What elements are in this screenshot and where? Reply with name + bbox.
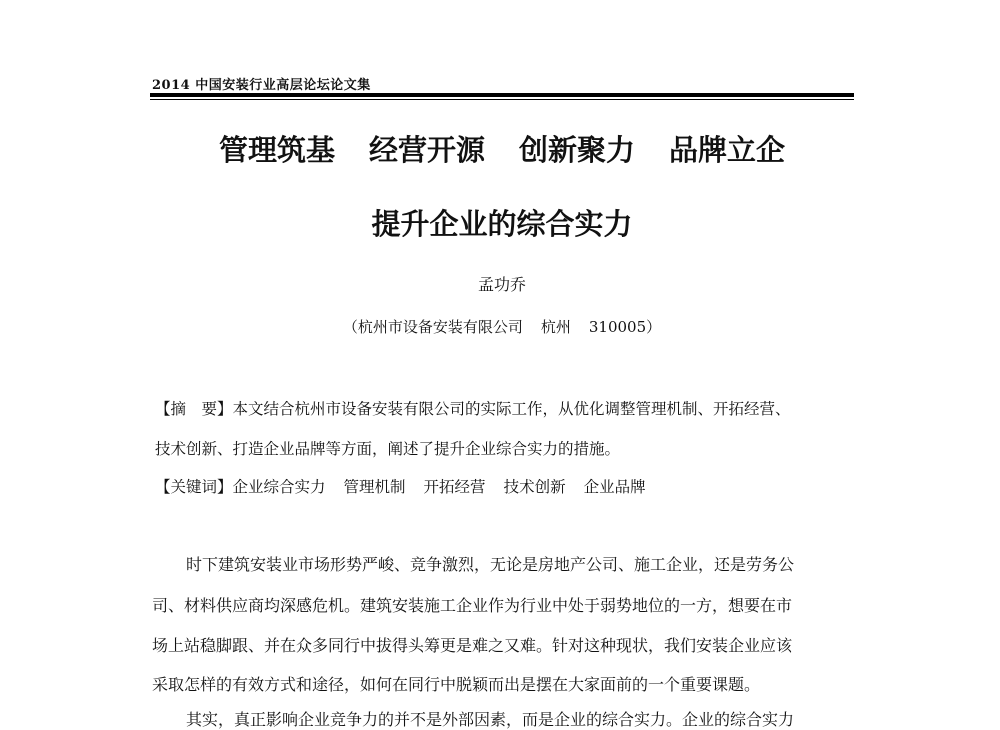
affiliation-postcode: 310005 [588, 318, 647, 336]
abstract-line-1: 【摘 要】本文结合杭州市设备安装有限公司的实际工作，从优化调整管理机制、开拓经营、 [155, 400, 791, 418]
body-line: 时下建筑安装业市场形势严峻、竞争激烈，无论是房地产公司、施工企业，还是劳务公 [186, 555, 795, 574]
body-line: 场上站稳脚跟、并在众多同行中拔得头筹更是难之又难。针对这种现状，我们安装企业应该 [152, 636, 793, 655]
keyword: 企业综合实力 [232, 478, 326, 496]
title-line-2: 提升企业的综合实力 [371, 207, 633, 241]
title-phrase: 管理筑基 [218, 133, 335, 167]
running-header: 2014 中国安装行业高层论坛论文集 [152, 78, 371, 93]
keywords-line [155, 475, 646, 497]
keywords-label: 【关键词】 [155, 478, 233, 496]
title-phrase: 经营开源 [368, 133, 485, 167]
keyword: 管理机制 [343, 478, 406, 496]
body-line: 采取怎样的有效方式和途径，如何在同行中脱颖而出是摆在大家面前的一个重要课题。 [152, 675, 761, 694]
affiliation-open-paren: （ [342, 318, 358, 336]
keyword: 开拓经营 [423, 478, 486, 496]
affiliation-city: 杭州 [540, 318, 571, 336]
body-line: 司、材料供应商均深感危机。建筑安装施工企业作为行业中处于弱势地位的一方，想要在市 [152, 596, 793, 615]
header-rule-thin [150, 99, 854, 100]
affiliation [150, 316, 854, 337]
keyword: 企业品牌 [583, 478, 646, 496]
keyword: 技术创新 [503, 478, 566, 496]
author-name: 孟功乔 [477, 275, 526, 294]
affiliation-close-paren: ） [646, 318, 662, 336]
title-line-1 [150, 128, 854, 169]
body-line: 其实，真正影响企业竞争力的并不是外部因素，而是企业的综合实力。企业的综合实力 [186, 710, 795, 729]
header-rule-thick [150, 93, 854, 97]
affiliation-org: 杭州市设备安装有限公司 [357, 318, 523, 336]
abstract-line-2: 技术创新、打造企业品牌等方面，阐述了提升企业综合实力的措施。 [155, 440, 621, 458]
title-phrase: 创新聚力 [519, 133, 636, 167]
title-phrase: 品牌立企 [669, 133, 786, 167]
